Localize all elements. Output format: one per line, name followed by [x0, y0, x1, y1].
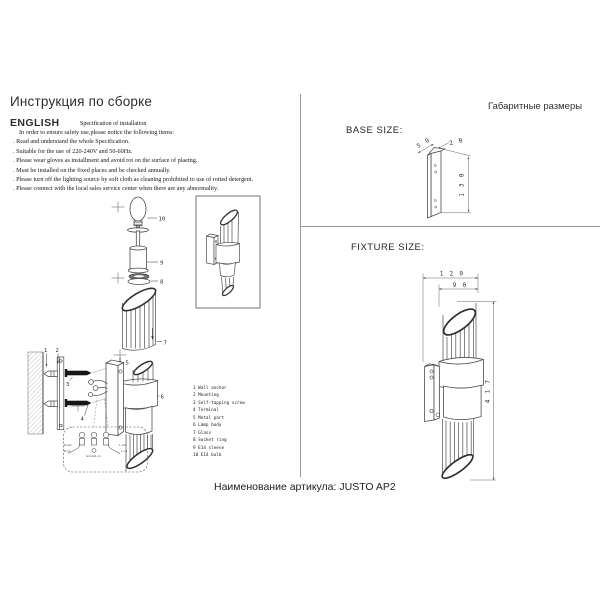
instruction-line: . Please connect with the local sales service center when there are any abnormality. [13, 185, 219, 193]
callout-6: 6 [160, 394, 164, 401]
spec-heading: Specification of installation [80, 121, 147, 127]
callout-3: 3 [66, 382, 70, 388]
callout-2: 2 [55, 348, 59, 354]
base-width-dim: 5 0 [415, 136, 432, 150]
instruction-line: . Please wear gloves as installment and avoid rot on the surface of plaetng. [13, 157, 198, 165]
exploded-diagram [20, 190, 270, 485]
language-label: ENGLISH [10, 117, 60, 129]
base-size-drawing [405, 136, 490, 228]
callout-5: 5 [125, 360, 129, 367]
part-line: 1 Wall anchor [193, 386, 227, 391]
wiring-label: Ground-in [86, 455, 101, 458]
callout-3-leader [70, 377, 73, 381]
fixture-bracket [425, 364, 440, 422]
part-line: 6 Lamp body [193, 423, 222, 429]
tapping-screw-part [65, 369, 92, 407]
fixture-size-drawing [408, 262, 530, 490]
instruction-line: . Read and understand the whole Specification. [13, 138, 130, 146]
socket-ring-part [128, 274, 150, 285]
base-height-dim: 1 3 0 [458, 172, 466, 197]
fixture-lower-glass [439, 419, 475, 482]
fixture-upper-glass [440, 303, 479, 361]
fixture-width-dim: 1 2 0 [439, 270, 465, 278]
base-size-label: BASE SIZE: [346, 125, 403, 136]
instructions-list [13, 128, 253, 194]
fixture-height-dim: 4 1 7 [484, 378, 492, 404]
callout-1: 1 [44, 348, 48, 354]
bulb-part [130, 197, 146, 227]
part-line: 7 Glass [193, 430, 212, 436]
glass-part [119, 284, 158, 350]
wiring-label: L-in [121, 450, 128, 453]
lamp-body-part [119, 379, 158, 435]
callout-4: 4 [80, 416, 84, 423]
part-line: 3 Self-tapping screw [193, 400, 245, 406]
fixture-body [439, 357, 484, 419]
instruction-line: . Please turn off the lighting source by soft cloth as cleaning prohibited to use of rotted detergent. [13, 176, 254, 184]
wall-section [28, 352, 43, 434]
part-line: 5 Metal part [193, 415, 225, 421]
wiring-label: L-out [119, 444, 127, 447]
wall-anchor-part [44, 371, 58, 407]
callout-9: 9 [160, 260, 164, 267]
base-plate [428, 148, 445, 219]
fixture-inner-width-dim: 9 0 [452, 281, 468, 289]
instruction-line: In order to ensure safety use,please notice the following items: [19, 129, 174, 136]
mounting-plate-part [57, 357, 64, 430]
part-line: 2 Mounting [193, 393, 219, 399]
callout-7: 7 [163, 340, 167, 347]
part-line: 8 Socket ring [193, 438, 227, 444]
callout-10: 10 [158, 216, 166, 223]
dimensions-title: Габаритные размеры [488, 101, 583, 112]
part-line: 10 E14 bulb [193, 453, 222, 459]
article-name: Наименование артикула: JUSTO AP2 [214, 481, 396, 493]
back-bracket-part [106, 360, 124, 436]
callout-8: 8 [160, 279, 164, 286]
page-title: Инструкция по сборке [10, 94, 153, 109]
part-line: 9 E14 sleeve [193, 445, 225, 451]
fixture-size-label: FIXTURE SIZE: [351, 242, 425, 253]
vertical-divider [300, 94, 301, 477]
instruction-line: . Suitable for the use of 220-240V and 50-60Hz. [13, 147, 133, 155]
base-depth-dim: 2 0 [448, 136, 465, 148]
assembled-view-inset [196, 196, 260, 308]
part-line: 4 Terminal [193, 408, 219, 414]
instruction-line: . Must be installed on the fixed places and be checked annually. [13, 166, 171, 174]
terminal-part [88, 380, 107, 397]
wiring-label: N-in [64, 450, 71, 453]
sleeve-part [128, 228, 149, 273]
lower-glass-part [124, 434, 155, 472]
wiring-label: N-out [64, 444, 72, 447]
